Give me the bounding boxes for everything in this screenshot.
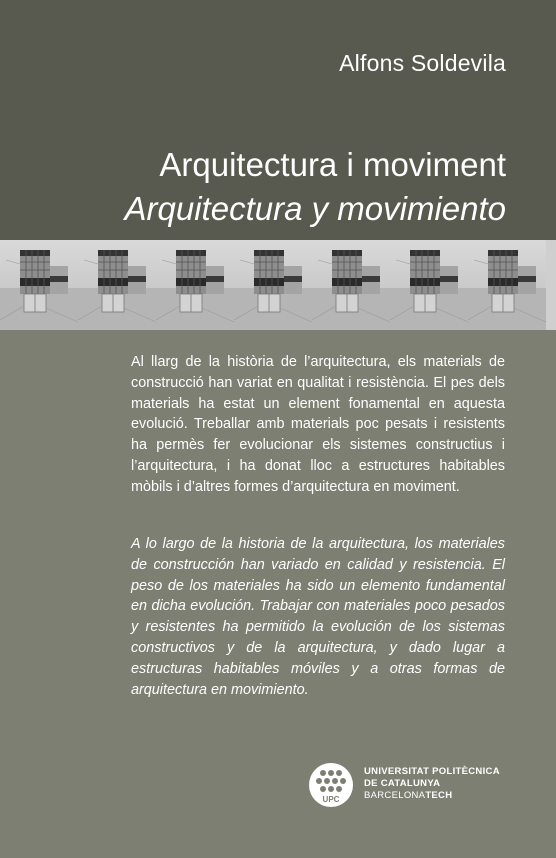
publisher-line-2: DE CATALUNYA	[364, 778, 441, 789]
blurb-spanish: A lo largo de la historia de la arquitectura, los materiales de construcción han variado en calidad y resistencia. El peso de los materiales ha sido un elemento fundamental en dicha evolución. Trabajar con materiales poco pesados y resistentes ha permitido la evolución de los sistemas constructivos y de la arquitectura, y dado lugar a estructuras habitables móviles y a otras formas de arquitectura en movimiento.	[131, 536, 505, 698]
title-catalan: Arquitectura i moviment	[159, 146, 506, 183]
image-strip	[0, 240, 556, 330]
publisher-line-3-city: BARCELONA	[364, 790, 426, 801]
publisher-line-1: UNIVERSITAT POLITÈCNICA	[364, 766, 500, 777]
upc-logo-icon	[308, 762, 354, 808]
publisher-line-3	[364, 790, 500, 802]
publisher-line-3-tech: TECH	[425, 790, 453, 801]
blurb-catalan: Al llarg de la història de l’arquitectura, els materials de construcció han variat en qualitat i resistència. El pes dels materials ha estat un element fonamental en aquesta evolució. Treballar amb materials poc pesats i resistents ha permès fer evolucionar els sistemes constructius i l’arquitectura, i ha donat lloc a estructures habitables mòbils i d’altres formes d’arquitectura en moviment.	[131, 354, 505, 495]
title-spanish: Arquitectura y movimiento	[124, 190, 506, 227]
publisher-name	[364, 766, 500, 802]
author-name: Alfons Soldevila	[339, 50, 506, 76]
svg-text:UPC: UPC	[322, 795, 340, 804]
